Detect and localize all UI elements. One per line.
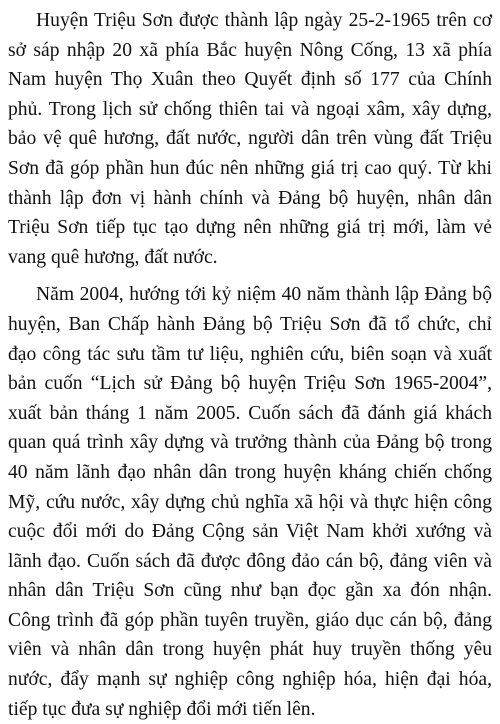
paragraph-history-book: Năm 2004, hướng tới kỷ niệm 40 năm thành lập Đảng bộ huyện, Ban Chấp hành Đảng bộ Triệu Sơn đã tổ chức, chỉ đạo công tác sưu tầm tư liệu, nghiên cứu, biên soạn và xuất bản cuốn “Lịch sử Đảng bộ huyện Triệu Sơn 1965-2004”, xuất bản tháng 1 năm 2005. Cuốn sách đã đánh giá khách quan quá trình xây dựng và trưởng thành của Đảng bộ trong 40 năm lãnh đạo nhân dân trong huyện kháng chiến chống Mỹ, cứu nước, xây dựng chủ nghĩa xã hội và thực hiện công cuộc đổi mới do Đảng Cộng sản Việt Nam khởi xướng và lãnh đạo. Cuốn sách đã được đông đảo cán bộ, đảng viên và nhân dân Triệu Sơn cũng như bạn đọc gần xa đón nhận. Công trình đã góp phần tuyên truyền, giáo dục cán bộ, đảng viên và nhân dân trong huyện phát huy truyền thống yêu nước, đẩy mạnh sự nghiệp công nghiệp hóa, hiện đại hóa, tiếp tục đưa sự nghiệp đổi mới tiến lên. [8, 284, 492, 720]
paragraph-founding: Huyện Triệu Sơn được thành lập ngày 25-2-1965 trên cơ sở sáp nhập 20 xã phía Bắc huyện Nông Cống, 13 xã phía Nam huyện Thọ Xuân theo Quyết định số 177 của Chính phủ. Trong lịch sử chống thiên tai và ngoại xâm, xây dựng, bảo vệ quê hương, đất nước, người dân trên vùng đất Triệu Sơn đã góp phần hun đúc nên những giá trị cao quý. Từ khi thành lập đơn vị hành chính và Đảng bộ huyện, nhân dân Triệu Sơn tiếp tục tạo dựng nên những giá trị mới, làm vẻ vang quê hương, đất nước. [8, 10, 492, 268]
